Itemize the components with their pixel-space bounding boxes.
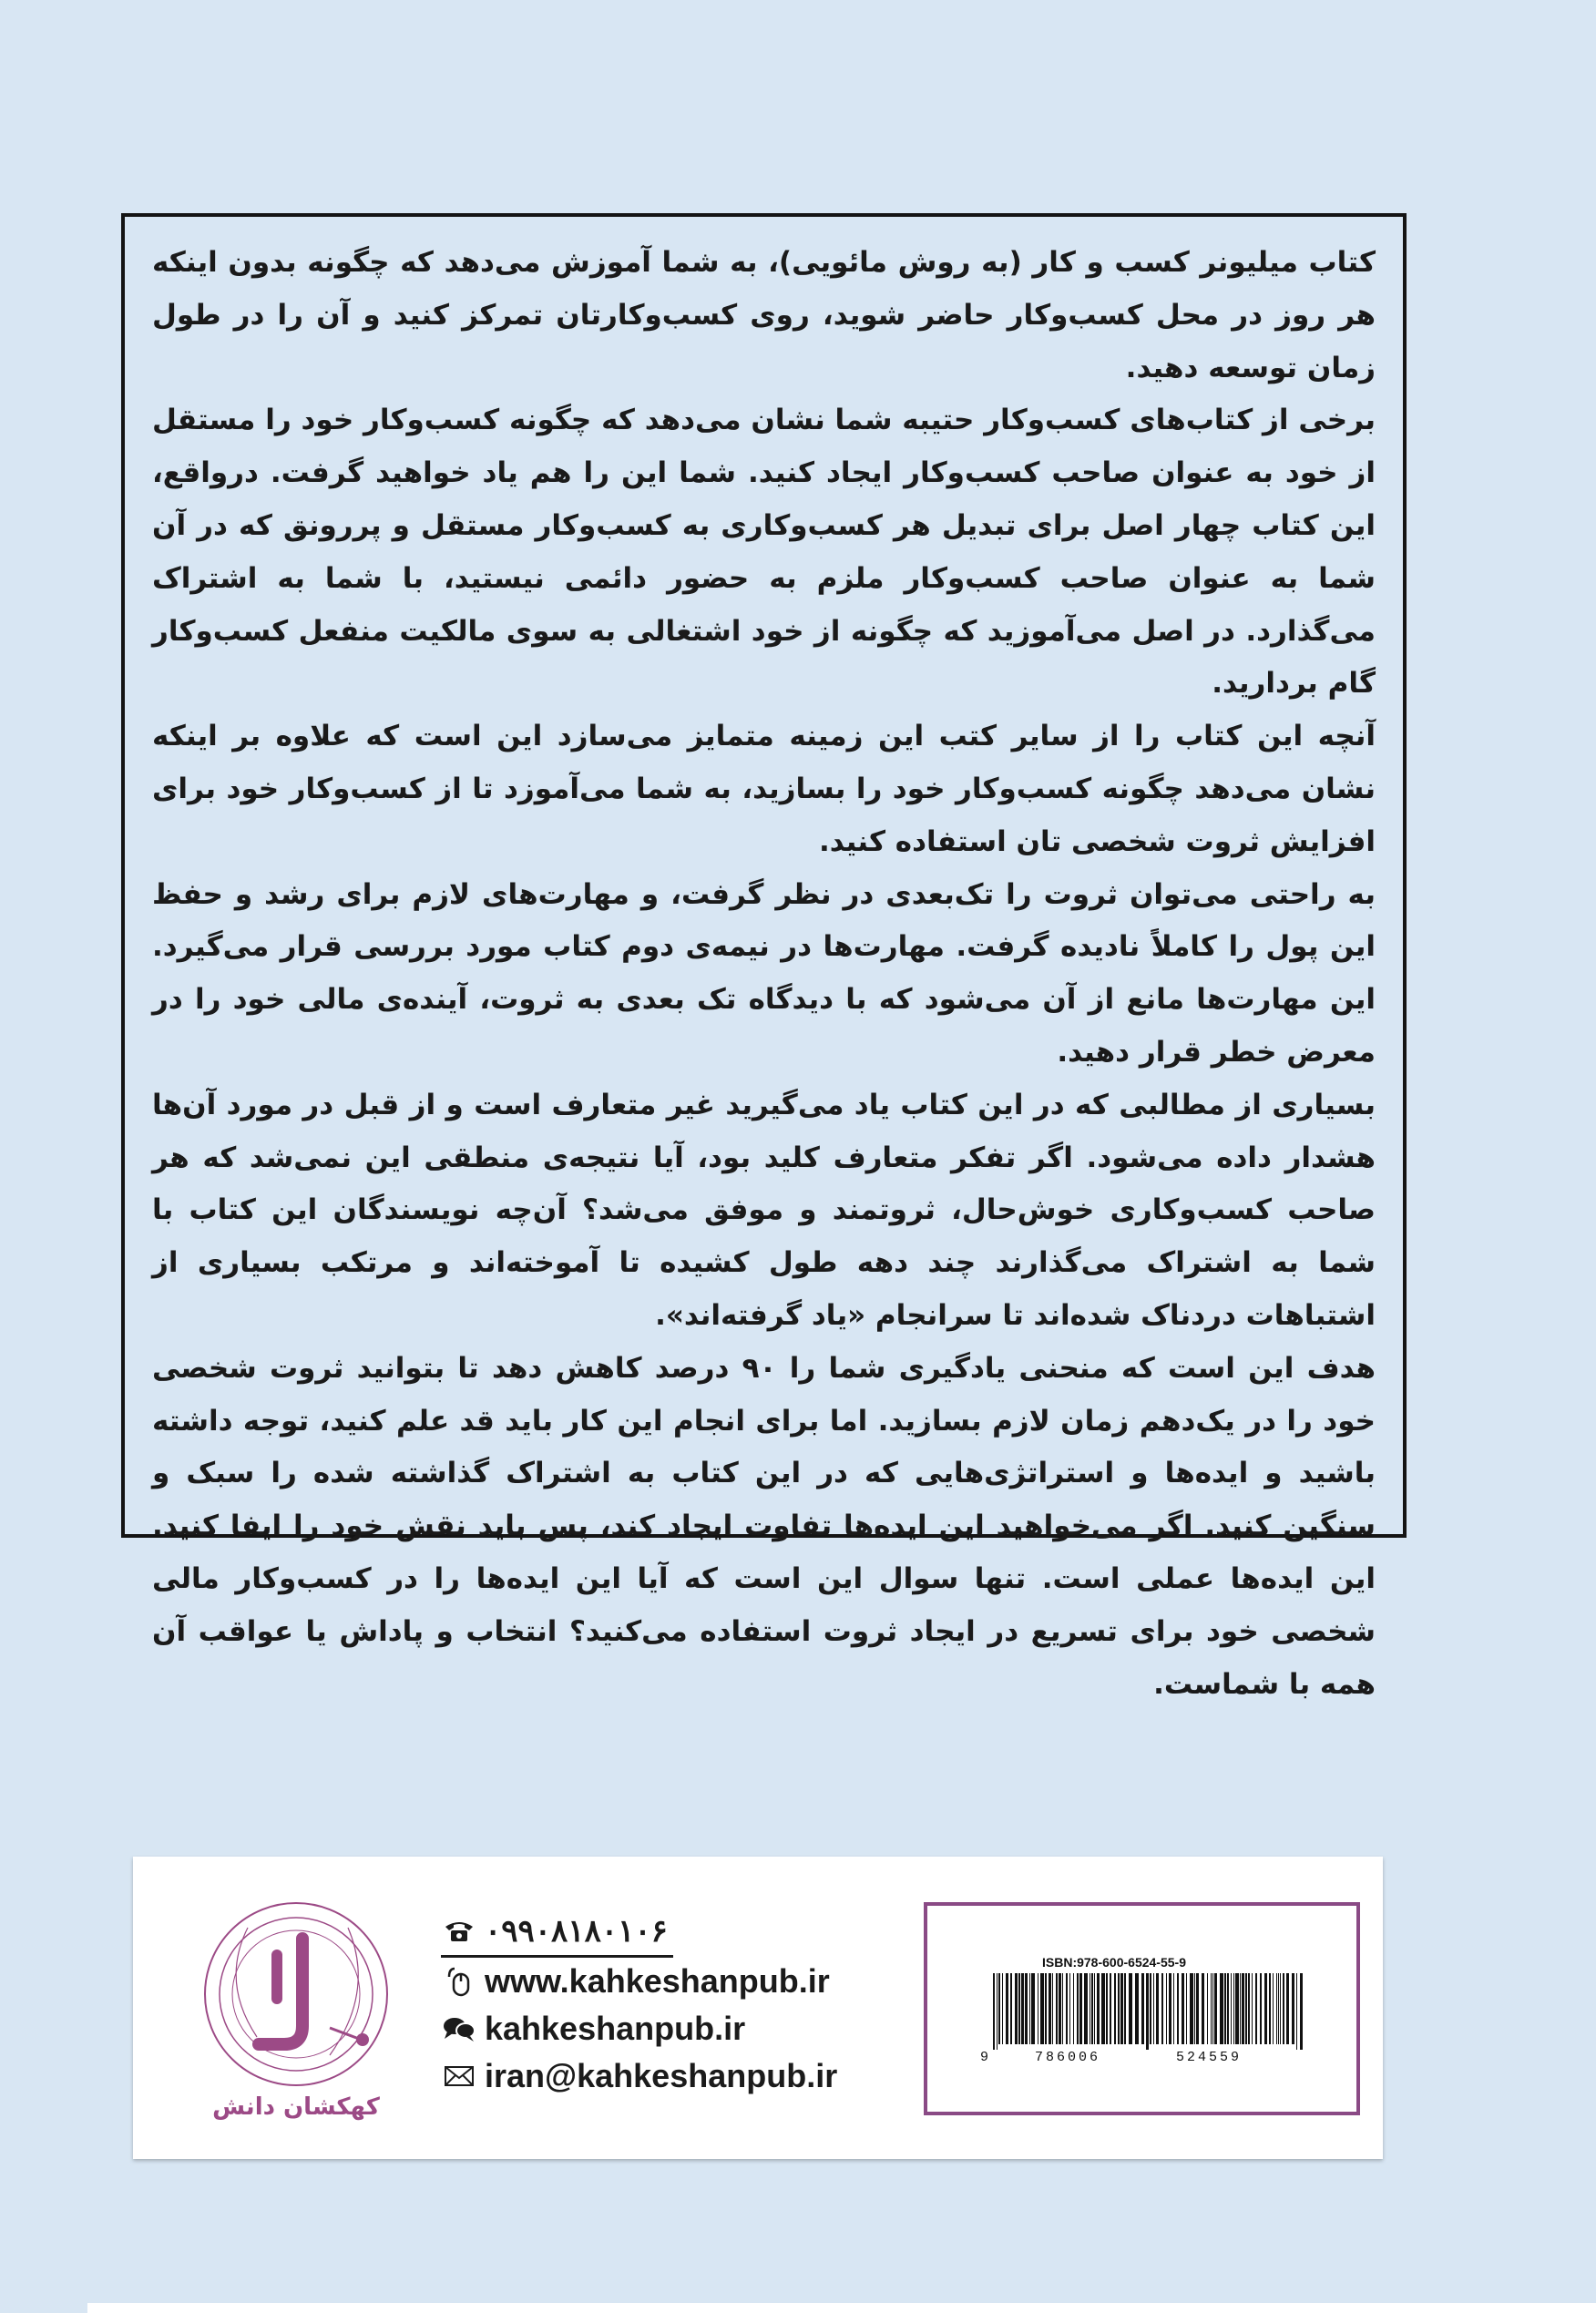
isbn-barcode-frame bbox=[924, 1902, 1360, 2115]
phone-icon bbox=[441, 1915, 477, 1948]
description-paragraph: به راحتی می‌توان ثروت را تک‌بعدی در نظر گرفت، و مهارت‌های لازم برای رشد و حفظ این پول را کاملاً نادیده گرفت. مهارت‌ها در نیمه‌ی دوم کتاب مورد بررسی قرار می‌گیرد. این مهارت‌ها مانع از آن می‌شود که با دیدگاه تک بعدی به ثروت، آینده‌ی مالی خود را در معرض خطر قرار دهید. bbox=[152, 877, 1376, 1069]
back-cover-description bbox=[121, 213, 1407, 1701]
barcode-digit-first: 9 bbox=[980, 2050, 989, 2065]
envelope-icon bbox=[441, 2060, 477, 2093]
contact-list bbox=[441, 1908, 878, 2100]
isbn-label: ISBN:978-600-6524-55-9 bbox=[1042, 1955, 1186, 1970]
mouse-icon bbox=[441, 1965, 477, 1998]
website-link[interactable]: www.kahkeshanpub.ir bbox=[485, 1962, 830, 2000]
description-paragraph: آنچه این کتاب را از سایر کتب این زمینه متمایز می‌سازد این است که علاوه بر اینکه نشان می‌دهد چگونه کسب‌وکار خود را بسازید، به شما می‌آموزد تا از کسب‌وکار خود برای افزایش ثروت شخصی تان استفاده کنید. bbox=[152, 720, 1376, 858]
barcode-digit-group: 786006 bbox=[1035, 2050, 1101, 2065]
description-paragraph: کتاب میلیونر کسب و کار (به روش مائویی)، به شما آموزش می‌دهد که چگونه بدون اینکه هر روز در محل کسب‌وکار حاضر شوید، روی کسب‌وکارتان تمرکز کنید و آن را در طول زمان توسعه دهید. bbox=[152, 246, 1376, 384]
description-paragraph: بسیاری از مطالبی که در این کتاب یاد می‌گیرید غیر متعارف است و از قبل در مورد آن‌ها هشدار داده می‌شود. اگر تفکر متعارف کلید بود، آیا نتیجه‌ی منطقی این نمی‌شد که هر صاحب کسب‌وکاری خوش‌حال، ثروتمند و موفق می‌شد؟ آن‌چه نویسندگان این کتاب با شما به اشتراک می‌گذارند چند دهه طول کشیده تا آموخته‌اند و مرتکب بسیاری از اشتباهات دردناک شده‌اند تا سرانجام «یاد گرفته‌اند». bbox=[152, 1088, 1376, 1332]
website-contact bbox=[441, 1958, 878, 2005]
description-paragraph: هدف این است که منحنی یادگیری شما را ۹۰ درصد کاهش دهد تا بتوانید ثروت شخصی خود را در یک‌دهم زمان لازم بسازید. اما برای انجام این کار باید قد علم کنید، توجه داشته باشید و ایده‌ها و استراتژی‌هایی که در این کتاب به اشتراک گذاشته شده را سبک و سنگین کنید. اگر می‌خواهید این ایده‌ها تفاوت ایجاد کند، پس باید نقش خود را ایفا کنید. این ایده‌ها عملی است. تنها سوال این است که آیا این ایده‌ها را در کسب‌وکار مالی شخصی خود برای تسریع در ایجاد ثروت استفاده می‌کنید؟ انتخاب و پاداش یا عواقب آن همه با شماست. bbox=[152, 1351, 1376, 1701]
publisher-logo bbox=[193, 1891, 399, 2137]
publisher-info-card bbox=[133, 1857, 1383, 2159]
isbn-barcode bbox=[980, 1955, 1306, 2070]
email-contact bbox=[441, 2052, 878, 2100]
barcode-bars bbox=[980, 1955, 1306, 2052]
email-address[interactable]: iran@kahkeshanpub.ir bbox=[485, 2057, 838, 2094]
social-handle[interactable]: kahkeshanpub.ir bbox=[485, 2010, 746, 2047]
barcode-digit-group: 524559 bbox=[1176, 2050, 1243, 2065]
publisher-logo-text: کهکشان دانش bbox=[212, 2093, 380, 2121]
phone-number: ۰۹۹۰۸۱۸۰۱۰۶ bbox=[485, 1914, 668, 1949]
publisher-logo-mark bbox=[193, 1891, 399, 2097]
phone-contact bbox=[441, 1908, 673, 1958]
social-contact bbox=[441, 2005, 878, 2052]
chat-bubbles-icon bbox=[441, 2012, 477, 2045]
bottom-strip bbox=[87, 2303, 1596, 2313]
description-paragraph: برخی از کتاب‌های کسب‌وکار حتیبه شما نشان می‌دهد که چگونه کسب‌وکار خود را مستقل از خود به عنوان صاحب کسب‌وکار ایجاد کنید. شما این را هم یاد خواهید گرفت. درواقع، این کتاب چهار اصل برای تبدیل هر کسب‌وکاری به کسب‌وکار مستقل و پررونق که در آن شما به عنوان صاحب کسب‌وکار ملزم به حضور دائمی نیستید، با شما به اشتراک می‌گذارد. در اصل می‌آموزید که چگونه از خود اشتغالی به سوی مالکیت منفعل کسب‌وکار گام بردارید. bbox=[152, 404, 1376, 701]
